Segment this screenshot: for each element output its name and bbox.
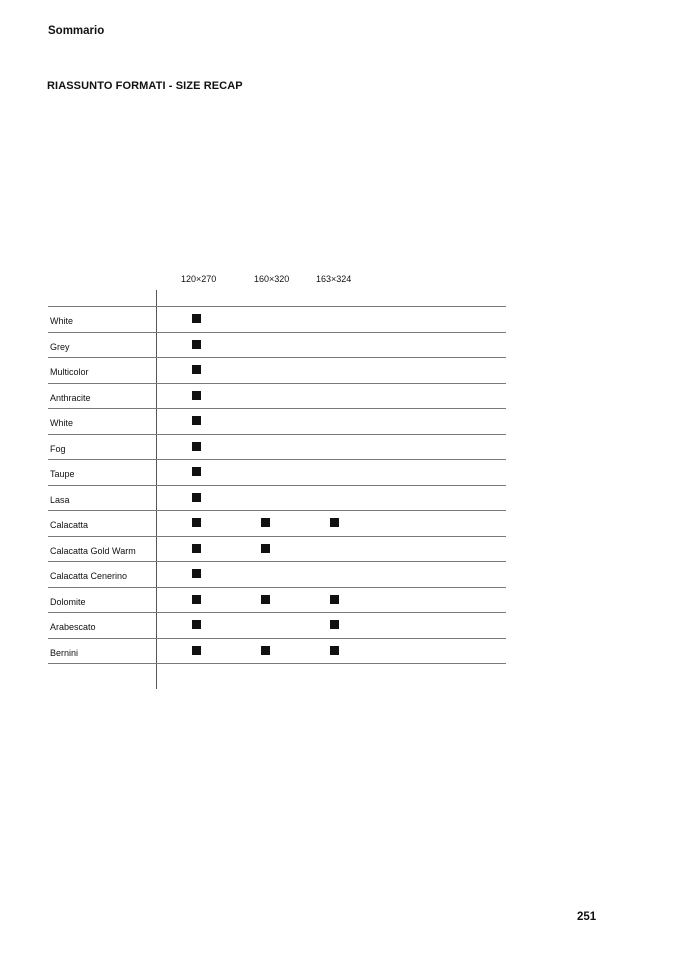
availability-mark-icon xyxy=(192,646,201,655)
availability-mark-icon xyxy=(192,314,201,323)
column-header-163x324: 163×324 xyxy=(316,274,352,284)
table-row xyxy=(48,333,506,359)
row-label: Fog xyxy=(50,443,66,454)
availability-mark-icon xyxy=(192,416,201,425)
table-rows xyxy=(48,306,506,664)
availability-mark-icon xyxy=(192,391,201,400)
page-title: RIASSUNTO FORMATI - SIZE RECAP xyxy=(47,80,243,92)
table-row xyxy=(48,511,506,537)
sommario-link[interactable]: Sommario xyxy=(48,25,105,37)
availability-mark-icon xyxy=(192,620,201,629)
availability-mark-icon xyxy=(261,595,270,604)
row-label: White xyxy=(50,316,74,326)
table-row xyxy=(48,486,506,512)
availability-mark-icon xyxy=(330,646,339,655)
availability-mark-icon xyxy=(192,365,201,374)
availability-mark-icon xyxy=(261,646,270,655)
availability-mark-icon xyxy=(192,518,201,527)
size-recap-table xyxy=(48,272,506,658)
page-number: 251 xyxy=(577,911,597,923)
table-row xyxy=(48,562,506,588)
row-label: Bernini xyxy=(50,647,79,658)
row-label: Taupe xyxy=(50,469,75,479)
row-label: Calacatta Cenerino xyxy=(50,571,128,581)
table-row xyxy=(48,537,506,563)
availability-mark-icon xyxy=(330,620,339,629)
row-label: Calacatta xyxy=(50,520,89,530)
availability-mark-icon xyxy=(192,467,201,476)
table-row xyxy=(48,384,506,410)
availability-mark-icon xyxy=(192,493,201,502)
row-label: Calacatta Gold Warm xyxy=(50,545,136,556)
table-row xyxy=(48,613,506,639)
row-label: Dolomite xyxy=(50,596,86,607)
table-row xyxy=(48,358,506,384)
row-label: Lasa xyxy=(50,494,70,505)
row-label: Multicolor xyxy=(50,367,89,377)
availability-mark-icon xyxy=(330,518,339,527)
availability-mark-icon xyxy=(261,518,270,527)
row-label: Grey xyxy=(50,341,70,352)
column-headers xyxy=(48,272,506,290)
table-row xyxy=(48,435,506,461)
availability-mark-icon xyxy=(192,340,201,349)
column-header-160x320: 160×320 xyxy=(254,274,290,284)
table-row xyxy=(48,588,506,614)
table-row xyxy=(48,639,506,665)
table-row xyxy=(48,460,506,486)
availability-mark-icon xyxy=(330,595,339,604)
table-row xyxy=(48,409,506,435)
row-label: White xyxy=(50,418,74,428)
row-label: Arabescato xyxy=(50,622,96,632)
table-row xyxy=(48,307,506,333)
availability-mark-icon xyxy=(192,544,201,553)
availability-mark-icon xyxy=(192,442,201,451)
availability-mark-icon xyxy=(261,544,270,553)
availability-mark-icon xyxy=(192,569,201,578)
row-label: Anthracite xyxy=(50,392,91,403)
column-header-120x270: 120×270 xyxy=(181,274,217,284)
availability-mark-icon xyxy=(192,595,201,604)
